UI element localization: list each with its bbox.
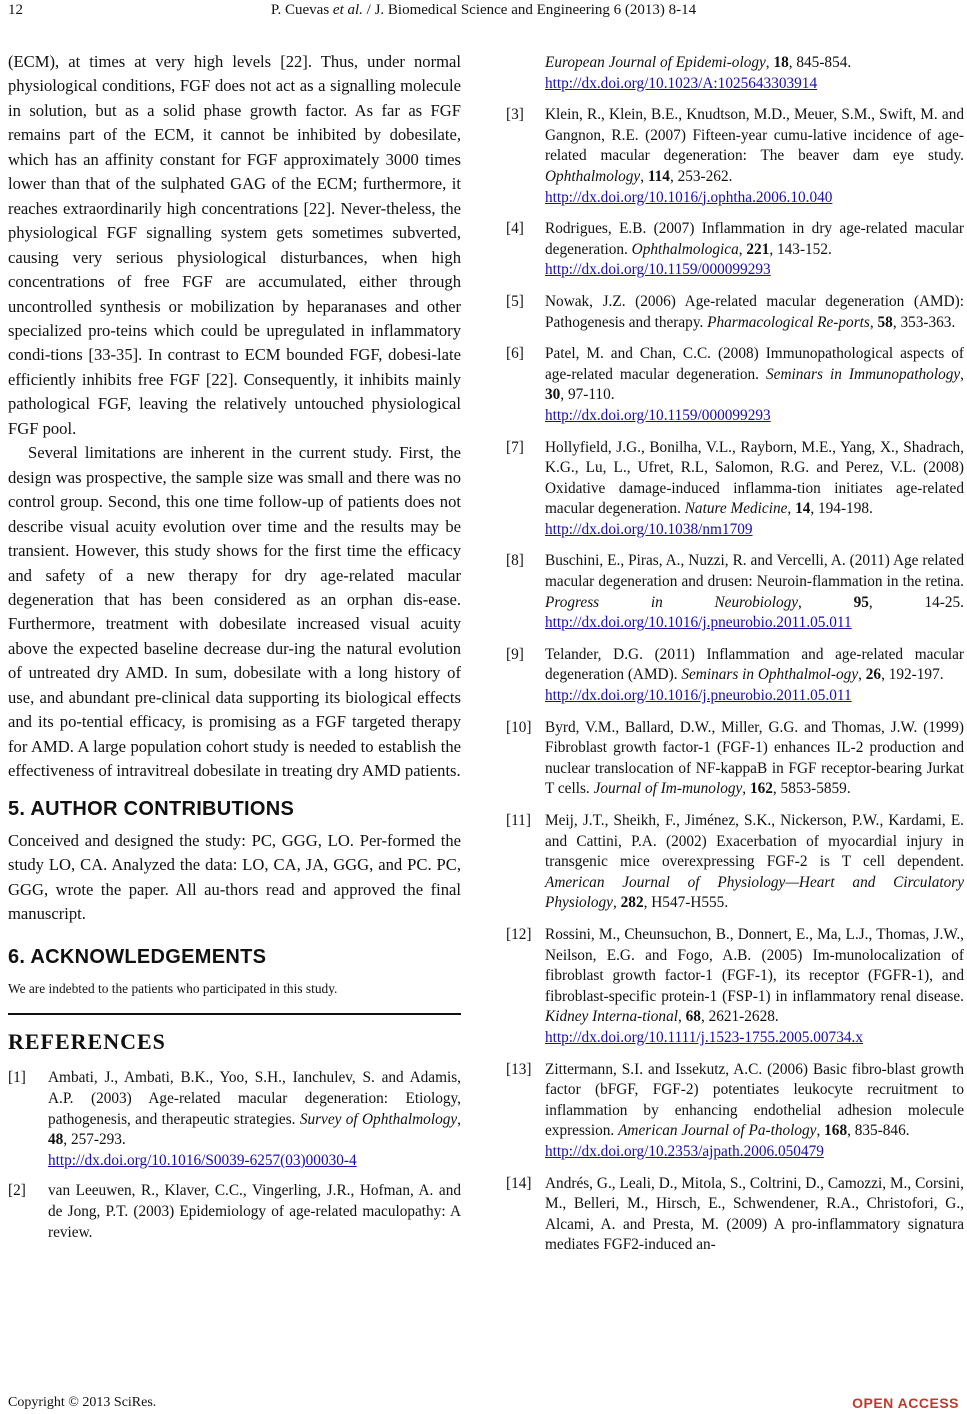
author-contributions-text: Conceived and designed the study: PC, GGG, LO. Per-formed the study LO, CA. Analyzed the data: LO, CA, JA, GGG, and PC. PC, GGG, wrote the paper. All au-thors read and approved the final manuscript. — [8, 830, 461, 923]
reference-item — [506, 105, 964, 208]
reference-item — [506, 438, 964, 541]
footer-open-access: OPEN ACCESS — [852, 1395, 959, 1411]
reference-text: van Leeuwen, R., Klaver, C.C., Vingerling, J.R., Hofman, A. and de Jong, P.T. (2003) Epidemiology of age-related maculopathy: A review. — [48, 1182, 461, 1241]
reference-text: Meij, J.T., Sheikh, F., Jiménez, S.K., Nickerson, P.W., Kardami, E. and Cattini, P.A. (2002) Exacerbation of myocardial injury in transgenic mice overexpressing FGF-2 is T cell dependent. — [545, 812, 964, 871]
reference-separator: , — [798, 593, 854, 611]
reference-journal: Ophthalmologica — [631, 240, 739, 258]
reference-item — [506, 1174, 964, 1256]
reference-doi-link[interactable]: http://dx.doi.org/10.1023/A:1025643303914 — [545, 74, 818, 92]
reference-separator: , — [742, 780, 750, 798]
reference-volume: 14 — [795, 500, 811, 518]
reference-pages: , 253-262. — [669, 167, 733, 185]
reference-volume: 58 — [877, 313, 893, 331]
reference-number: [14] — [506, 1174, 532, 1192]
reference-text: Rossini, M., Cheunsuchon, B., Donnert, E., Ma, L.J., Thomas, J.W., Neilson, E.G. and Fogo, A.B. (2005) Im-munolocalization of fibroblast growth factor-1 (FGF-1), its receptor (FGFR-1), and fibroblast-specific protein-1 (FSP-1) in inflammatory renal disease. — [545, 925, 964, 1005]
reference-pages: , 835-846. — [847, 1122, 910, 1140]
page-number: 12 — [8, 2, 23, 18]
reference-number: [9] — [506, 645, 524, 663]
reference-separator: , — [869, 313, 878, 331]
reference-item — [506, 551, 964, 633]
reference-journal: Journal of Im-munology — [593, 780, 743, 798]
reference-separator: , — [612, 894, 621, 912]
reference-number: [6] — [506, 345, 524, 363]
reference-text: Klein, R., Klein, B.E., Knudtson, M.D., Meuer, S.M., Swift, M. and Gangnon, R.E. (2007) Fifteen-year cumu-lative incidence of age-related macular degeneration: The beaver dam eye study. — [545, 106, 964, 165]
reference-journal: Seminars in Immunopathology — [766, 365, 961, 383]
references-list-left — [8, 1068, 461, 1243]
reference-volume: 168 — [824, 1122, 848, 1140]
reference-pages: , 194-198. — [810, 500, 873, 518]
reference-text: Nowak, J.Z. (2006) Age-related macular degeneration (AMD): Pathogenesis and therapy. — [545, 292, 964, 331]
reference-separator: , — [457, 1110, 461, 1128]
reference-item — [8, 1068, 461, 1171]
left-column — [8, 50, 461, 1243]
reference-number: [1] — [8, 1069, 26, 1087]
reference-item — [506, 219, 964, 281]
reference-journal: Nature Medicine — [684, 500, 788, 518]
running-header-etal: et al. — [332, 2, 363, 18]
reference-item — [506, 811, 964, 914]
reference-text: Andrés, G., Leali, D., Mitola, S., Coltrini, D., Camozzi, M., Corsini, M., Belleri, M., Hirsch, E., Schwendener, R.A., Christofori, G., Alcami, A. and Presta, M. (2009) A pro-inflammatory signatura mediates FGF2-induced an- — [545, 1174, 964, 1254]
reference-volume: 95 — [853, 593, 869, 611]
reference-doi-link[interactable]: http://dx.doi.org/10.1159/000099293 — [545, 261, 771, 279]
reference-journal: Progress in Neurobiology — [545, 593, 799, 611]
reference-number: [10] — [506, 718, 532, 736]
reference-volume: 18 — [773, 54, 789, 71]
reference-text: Patel, M. and Chan, C.C. (2008) Immunopathological aspects of age-related macular degeneration. — [545, 345, 964, 383]
reference-doi-link[interactable]: http://dx.doi.org/10.1016/j.pneurobio.2011.05.011 — [545, 614, 852, 632]
reference-separator: , — [960, 365, 964, 383]
reference-journal: Survey of Ophthalmology — [299, 1110, 458, 1128]
reference-pages: , 845-854. — [788, 54, 852, 71]
reference-separator: , — [738, 240, 747, 258]
section-heading-author-contributions: 5. AUTHOR CONTRIBUTIONS — [8, 797, 295, 820]
reference-pages: , 2621-2628. — [700, 1008, 779, 1026]
reference-pages: , H547-H555. — [643, 894, 729, 912]
reference-pages: , 5853-5859. — [772, 780, 851, 798]
reference-volume: 48 — [48, 1131, 64, 1149]
running-header-authors: P. Cuevas — [270, 2, 333, 18]
reference-pages: , 143-152. — [769, 240, 832, 258]
reference-item — [506, 1060, 964, 1163]
reference-text: Rodrigues, E.B. (2007) Inflammation in dry age-related macular degeneration. — [545, 220, 964, 258]
reference-pages: , 192-197. — [881, 666, 944, 684]
reference-journal: Pharmacological Re-ports — [707, 313, 870, 331]
reference-text: Byrd, V.M., Ballard, D.W., Miller, G.G. and Thomas, J.W. (1999) Fibroblast growth factor-1 (FGF-1) enhances IL-2 production and nuclear translocation of NF-kappaB in FGF receptor-bearing Jurkat T cells. — [545, 718, 964, 798]
reference-item — [506, 344, 964, 426]
reference-number: [3] — [506, 106, 524, 124]
reference-doi-link[interactable]: http://dx.doi.org/10.1016/j.ophtha.2006.10.040 — [545, 188, 833, 206]
reference-item-continued — [506, 53, 964, 94]
reference-number: [12] — [506, 925, 532, 943]
reference-doi-link[interactable]: http://dx.doi.org/10.1111/j.1523-1755.2005.00734.x — [545, 1028, 863, 1046]
body-paragraph: (ECM), at times at very high levels [22]. Thus, under normal physiological conditions, FGF does not act as a signalling molecule in solution, but as a solid phase growth factor. As far as FGF remains part of the ECM, it cannot be inhibited by dobesilate, which has an affinity constant for FGF approximately 3000 times lower than that of the sulphated GAG of the ECM; furthermore, it reaches extraordinarily high concentrations [22]. Never-theless, the physiological FGF signalling system gets sometimes subverted, causing very serious physiological disturbances, when high concentrations of free FGF are accumulated, either through uncontrolled synthesis or mobilization by heparanases and other specialized pro-teins which could be upregulated in inflammatory condi-tions [33-35]. In contrast to ECM bounded FGF, dobesi-late efficiently inhibits free FGF [22]. Consequently, it inhibits mainly pathological FGF, leaving the relatively untouched physiological FGF pool. — [8, 52, 461, 438]
reference-pages: , 97-110. — [560, 386, 615, 404]
reference-item — [506, 718, 964, 800]
reference-number: [8] — [506, 552, 524, 570]
reference-journal: Kidney Interna-tional — [545, 1008, 678, 1026]
reference-number: [2] — [8, 1182, 26, 1200]
reference-separator: , — [640, 167, 648, 185]
running-header-journal: / J. Biomedical Science and Engineering 6 (2013) 8-14 — [362, 2, 697, 18]
reference-number: [7] — [506, 438, 524, 456]
section-heading-acknowledgements: 6. ACKNOWLEDGEMENTS — [8, 946, 267, 969]
reference-text: Ambati, J., Ambati, B.K., Yoo, S.H., Ianchulev, S. and Adamis, A.P. (2003) Age-related macular degeneration: Etiology, pathogenesis, and therapeutic strategies. — [48, 1069, 461, 1128]
reference-volume: 221 — [746, 240, 770, 258]
reference-volume: 68 — [685, 1008, 701, 1026]
acknowledgements-text: We are indebted to the patients who participated in this study. — [8, 981, 338, 997]
reference-doi-link[interactable]: http://dx.doi.org/10.1016/j.pneurobio.2011.05.011 — [545, 687, 852, 705]
reference-text: Buschini, E., Piras, A., Nuzzi, R. and Vercelli, A. (2011) Age related macular degeneration and drusen: Neuroin-flammation in the retina. — [545, 552, 964, 591]
reference-number: [5] — [506, 292, 524, 310]
section-divider — [8, 1013, 461, 1015]
reference-number: [11] — [506, 812, 531, 829]
reference-doi-link[interactable]: http://dx.doi.org/10.2353/ajpath.2006.050479 — [545, 1142, 824, 1160]
reference-journal: Seminars in Ophthalmol-ogy — [681, 666, 859, 684]
references-heading: REFERENCES — [8, 1029, 166, 1055]
reference-text: Zittermann, S.I. and Issekutz, A.C. (2006) Basic fibro-blast growth factor (bFGF, FGF-2) potentiates leukocyte recruitment to inflammation by enhancing endothelial adhesion molecule expression. — [545, 1060, 964, 1140]
references-list-right — [506, 53, 964, 1256]
reference-volume: 282 — [620, 894, 644, 912]
reference-volume: 26 — [865, 666, 882, 684]
reference-text: Telander, D.G. (2011) Inflammation and age-related macular degeneration (AMD). — [545, 645, 964, 684]
reference-doi-link[interactable]: http://dx.doi.org/10.1038/nm1709 — [545, 520, 753, 538]
reference-journal: European Journal of Epidemi-ology — [545, 54, 766, 71]
reference-journal: American Journal of Physiology—Heart and Circulatory Physiology — [545, 873, 964, 912]
footer-copyright: Copyright © 2013 SciRes. — [8, 1395, 157, 1410]
reference-separator: , — [677, 1008, 686, 1026]
reference-volume: 162 — [749, 780, 773, 798]
reference-item — [506, 645, 964, 707]
running-header — [0, 2, 967, 19]
reference-item — [8, 1181, 461, 1243]
reference-journal: American Journal of Pa-thology — [618, 1122, 817, 1140]
reference-text: Hollyfield, J.G., Bonilha, V.L., Rayborn, M.E., Yang, X., Shadrach, K.G., Lu, L., Ufret, R.L, Salomon, R.G. and Perez, V.L. (2008) Oxidative damage-induced inflamma-tion initiates age-related macular degeneration. — [545, 438, 964, 518]
reference-separator: , — [787, 500, 796, 518]
reference-journal: Ophthalmology — [545, 167, 641, 185]
reference-number: [13] — [506, 1060, 532, 1078]
body-paragraph: Several limitations are inherent in the current study. First, the design was prospective, the sample size was small and there was no control group. Second, this one time follow-up of patients does not describe visual acuity evolution over time and the results may be transient. However, this study shows for the first time the efficacy and safety of a new therapy for dry age-related macular degeneration that has been considered as an orphan dis-ease. Furthermore, treatment with dobesilate increased visual acuity above the expected baseline decrease dur-ing the natural evolution of untreated dry AMD. In sum, dobesilate with a long history of use, and abundant pre-clinical data supporting its biological effects and its po-tential efficacy, is promising as a FGF targeted therapy for AMD. A large population cohort study is needed to establish the effectiveness of intravitreal dobesilate in treating dry AMD patients. — [8, 443, 461, 781]
right-column — [506, 53, 964, 1256]
reference-pages: , 353-363. — [892, 313, 956, 331]
reference-volume: 114 — [647, 167, 670, 185]
reference-separator: , — [765, 54, 774, 71]
reference-pages: , 257-293. — [63, 1131, 126, 1149]
reference-doi-link[interactable]: http://dx.doi.org/10.1016/S0039-6257(03)00030-4 — [48, 1151, 357, 1169]
reference-pages: , 14-25. — [868, 593, 964, 611]
reference-item — [506, 925, 964, 1049]
reference-item — [506, 292, 964, 333]
reference-separator: , — [816, 1122, 825, 1140]
reference-separator: , — [858, 666, 866, 684]
reference-doi-link[interactable]: http://dx.doi.org/10.1159/000099293 — [545, 406, 771, 424]
reference-volume: 30 — [545, 386, 561, 404]
reference-number: [4] — [506, 220, 524, 238]
